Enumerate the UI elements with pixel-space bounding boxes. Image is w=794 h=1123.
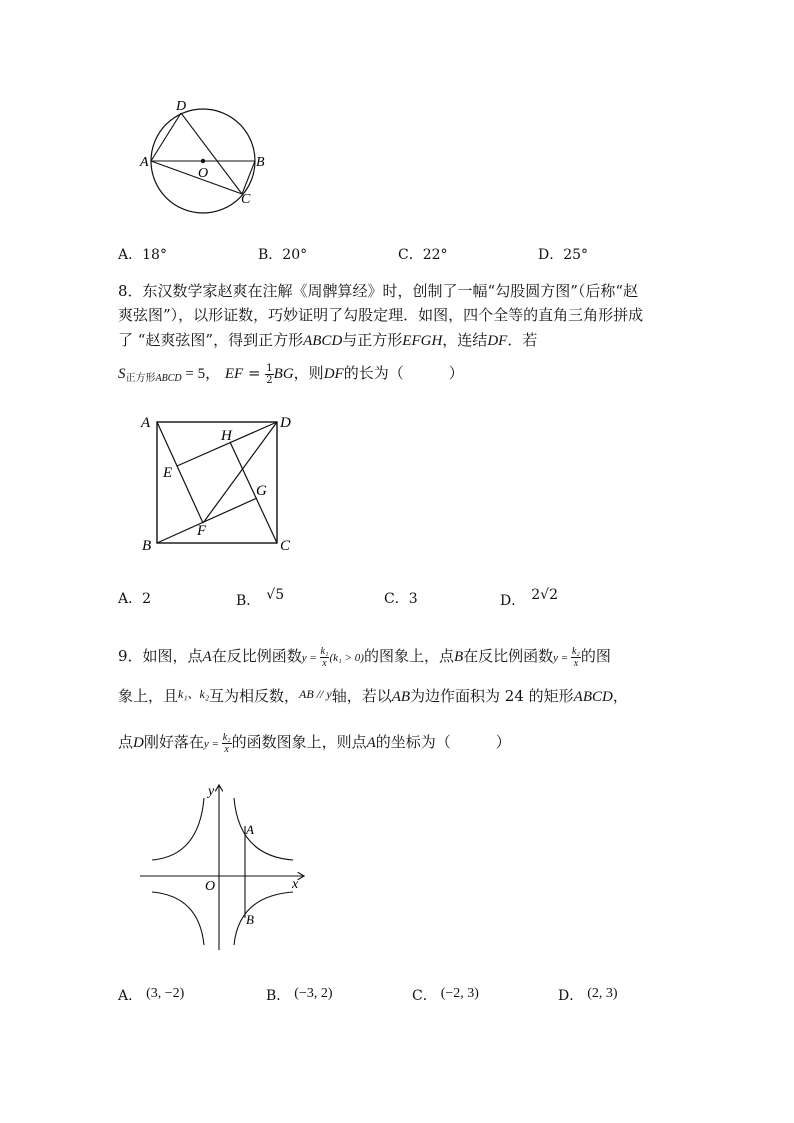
q9-line-1 xyxy=(118,645,611,669)
label-y: y xyxy=(208,784,215,799)
option-label: D． xyxy=(500,593,526,609)
math-efgh: EFGH xyxy=(402,333,443,349)
math-parallel: AB // y xyxy=(299,687,332,701)
math-a: A xyxy=(202,649,212,665)
fraction-k2-x xyxy=(571,646,581,669)
label-d: D xyxy=(280,415,291,431)
option-value: (−2, 3) xyxy=(440,986,479,1001)
math-k1-k2: k₁、k₂ xyxy=(178,687,210,701)
option-value: 2 xyxy=(142,591,152,607)
text: = 5， xyxy=(181,366,221,382)
label-a: A xyxy=(140,155,149,170)
math: ABCD xyxy=(155,373,182,384)
s-subscript xyxy=(126,373,182,384)
label-h: H xyxy=(221,428,232,444)
math: y = xyxy=(301,652,320,664)
label-f: F xyxy=(197,523,207,539)
fraction-half xyxy=(265,363,273,386)
text: ， xyxy=(612,687,628,705)
chord-dc xyxy=(181,113,242,194)
q8-option-c[interactable] xyxy=(384,588,418,610)
hyperbola-q3 xyxy=(152,892,204,945)
option-label: A． xyxy=(118,988,143,1004)
q9-option-a[interactable] xyxy=(118,985,184,1008)
math-d: D xyxy=(133,735,144,751)
text: 点 xyxy=(118,733,134,751)
q7-option-d[interactable] xyxy=(538,244,588,266)
q8-option-a[interactable] xyxy=(118,588,151,610)
option-label: C． xyxy=(398,247,423,263)
label-o: O xyxy=(205,879,216,894)
text: 刚好落在 xyxy=(143,733,204,751)
option-label: C． xyxy=(412,988,437,1004)
denominator: x xyxy=(573,657,579,669)
label-o: O xyxy=(198,166,209,181)
text: 正方形 xyxy=(125,373,156,384)
text: 的长为（ ） xyxy=(343,364,464,382)
text: ．若 xyxy=(507,331,538,349)
text: 9．如图，点 xyxy=(118,647,203,665)
option-value: 3 xyxy=(408,591,418,607)
text: 在反比例函数 xyxy=(211,647,302,665)
q8-line-2: 爽弦图”），以形证数，巧妙证明了勾股定理．如图，四个全等的直角三角形拼成 xyxy=(118,306,644,324)
q8-option-d[interactable] xyxy=(500,587,558,612)
q9-option-d[interactable] xyxy=(558,985,618,1008)
center-point xyxy=(201,159,205,163)
q7-option-b[interactable] xyxy=(258,244,307,266)
q7-option-a[interactable] xyxy=(118,244,167,266)
numerator: k₂ xyxy=(222,731,231,743)
option-value: 18° xyxy=(142,247,167,263)
text: 的图象上，点 xyxy=(363,647,454,665)
numerator: k₂ xyxy=(571,645,580,657)
math-abcd: ABCD xyxy=(303,333,343,349)
q8-option-b[interactable] xyxy=(236,587,285,612)
text: 的图 xyxy=(580,647,611,665)
chord-ac xyxy=(151,161,242,194)
label-g: G xyxy=(256,483,267,499)
math-bg: BG xyxy=(273,366,294,382)
circle-figure xyxy=(130,95,290,225)
text: 互为相反数， xyxy=(209,687,300,705)
math-a: A xyxy=(366,735,376,751)
math-abcd: ABCD xyxy=(573,689,613,705)
text: ，连结 xyxy=(442,331,488,349)
option-label: B． xyxy=(266,988,291,1004)
option-label: A． xyxy=(118,591,143,607)
math: y = xyxy=(203,738,222,750)
segment-ce xyxy=(230,442,277,543)
math-b: B xyxy=(453,649,464,665)
option-label: B． xyxy=(258,247,283,263)
option-label: D． xyxy=(538,247,564,263)
label-b: B xyxy=(256,155,265,170)
text: 与正方形 xyxy=(342,331,403,349)
denominator: 2 xyxy=(266,374,273,386)
math-ef: EF xyxy=(224,366,244,382)
q7-option-c[interactable] xyxy=(398,244,448,266)
option-value: 20° xyxy=(282,247,308,263)
square-figure xyxy=(135,408,305,558)
denominator: x xyxy=(224,743,229,755)
numerator: 1 xyxy=(266,362,273,374)
hyperbola-q1 xyxy=(234,798,293,860)
option-value: 22° xyxy=(422,247,448,263)
math-s: S xyxy=(118,366,126,382)
label-e: E xyxy=(163,465,173,481)
label-a: A xyxy=(141,415,151,431)
text: 象上，且 xyxy=(118,687,179,705)
option-label: C． xyxy=(384,591,409,607)
text: 为边作面积为 24 的矩形 xyxy=(410,687,574,705)
segment-bf xyxy=(157,498,257,543)
hyperbola-figure xyxy=(135,780,315,955)
label-d: D xyxy=(176,99,187,114)
text: 的坐标为（ ） xyxy=(375,733,511,751)
q8-line-4 xyxy=(118,362,464,390)
q9-option-c[interactable] xyxy=(412,985,479,1008)
option-label: B． xyxy=(236,593,261,609)
math-ab: AB xyxy=(391,689,411,705)
segment-df xyxy=(203,422,277,523)
q9-line-3 xyxy=(118,731,511,755)
q9-option-b[interactable] xyxy=(266,985,333,1008)
option-label: D． xyxy=(558,988,584,1004)
label-c: C xyxy=(280,538,291,554)
option-value: 2√2 xyxy=(531,587,558,603)
option-value: √5 xyxy=(266,587,285,603)
text: ，则 xyxy=(293,364,324,382)
label-x: x xyxy=(292,877,299,892)
label-a: A xyxy=(246,822,254,837)
chord-bc xyxy=(242,161,255,194)
q8-line-1: 8．东汉数学家赵爽在注解《周髀算经》时，创制了一幅“勾股圆方图”（后称“赵 xyxy=(118,282,639,300)
math: y = xyxy=(553,652,571,664)
denominator: x xyxy=(322,657,327,669)
label-b: B xyxy=(246,912,254,927)
option-value: (3, −2) xyxy=(146,986,185,1001)
option-value: 25° xyxy=(563,247,589,263)
math-df: DF xyxy=(323,366,344,382)
hyperbola-q4 xyxy=(234,892,293,945)
option-label: A． xyxy=(118,247,143,263)
numerator: k₁ xyxy=(320,645,329,657)
label-c: C xyxy=(241,192,251,207)
q8-line-3 xyxy=(118,329,537,352)
text: 的函数图象上，则点 xyxy=(231,733,367,751)
text: 在反比例函数 xyxy=(463,647,554,665)
option-value: (−3, 2) xyxy=(294,986,333,1001)
math-condition: (k₁ > 0) xyxy=(329,652,364,664)
text: = xyxy=(243,364,266,382)
q9-line-2 xyxy=(118,685,628,708)
text: 了 “赵爽弦图”，得到正方形 xyxy=(118,331,304,349)
fraction-k1-x xyxy=(320,646,330,669)
math-df: DF xyxy=(487,333,508,349)
fraction-k2-x xyxy=(222,732,232,755)
hyperbola-q2 xyxy=(152,798,204,860)
option-value: (2, 3) xyxy=(587,986,618,1001)
label-b: B xyxy=(142,538,152,554)
chord-da xyxy=(151,113,181,161)
text: 轴，若以 xyxy=(331,687,392,705)
